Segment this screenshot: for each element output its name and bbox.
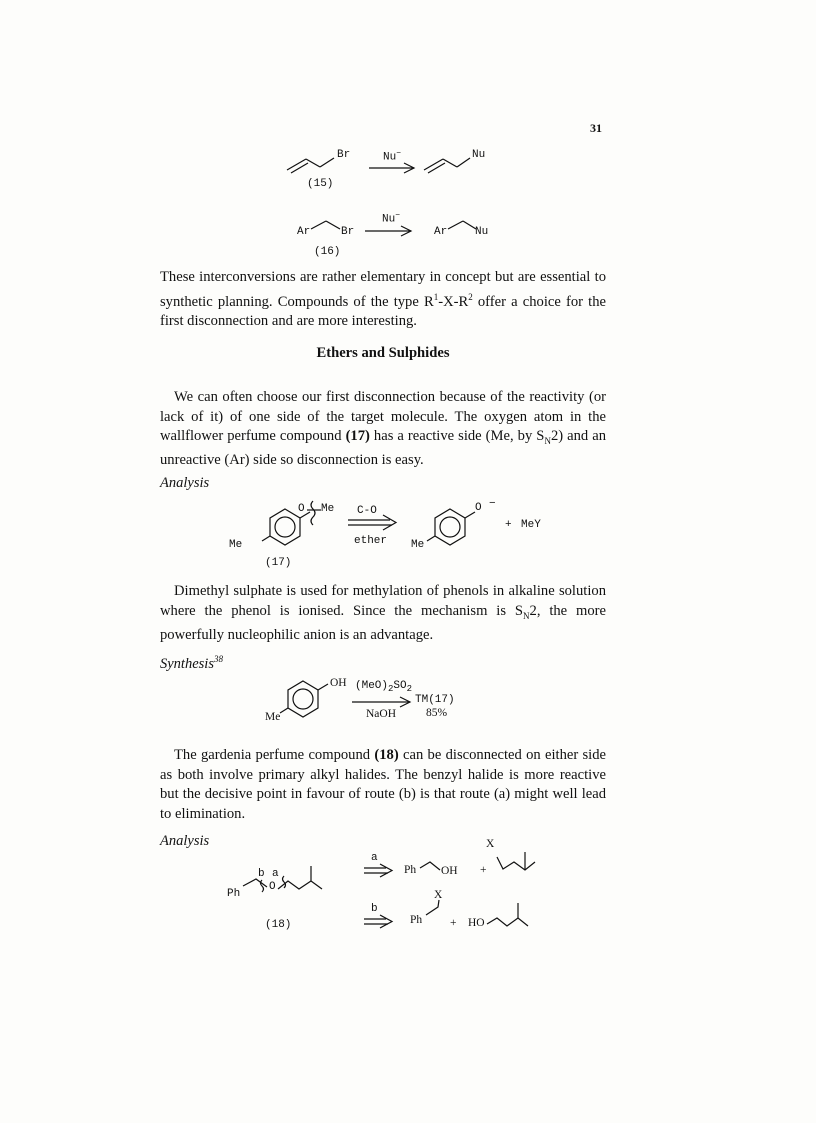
aryl-label: Ar — [434, 226, 448, 238]
route-a-label: a — [371, 852, 378, 864]
page-number: 31 — [590, 121, 602, 135]
anion-oxygen-label: O — [475, 502, 482, 514]
oxygen-label: O — [298, 503, 305, 515]
product-methyl-label: Me — [411, 539, 425, 551]
methyl-label: Me — [321, 503, 335, 515]
route-b-label: b — [371, 903, 378, 915]
hydroxyl-label: OH — [330, 677, 347, 689]
reagent-label: Nu− — [383, 149, 402, 164]
route-b-hydroxyl-label: HO — [468, 917, 485, 929]
section-heading: Ethers and Sulphides — [316, 345, 450, 361]
paragraph-dimethyl-sulphate: Dimethyl sulphate is used for methylation of phenols in alkaline solution where the phenol is ionised. Since the mechanism is $S_N2$, the more powerfully nucleophilic anion is an advantage. — [160, 583, 607, 643]
analysis-heading: Analysis — [160, 475, 210, 491]
route-a-halide-label: X — [486, 838, 495, 850]
paragraph-reactivity: We can often choose our first disconnection because of the reactivity (or lack of it) of one side of the target molecule. The oxygen atom in the wallflower perfume compound (17) has a reactive side (Me, by $S_N2$) and an unreactive (Ar) side so disconnection is easy. — [160, 389, 607, 469]
route-b-phenyl-label: Ph — [410, 914, 423, 926]
product-label: TM(17) — [415, 694, 455, 706]
paragraph-gardenia: The gardenia perfume compound (18) can be disconnected on either side as both involve primary alkyl halides. The benzyl halide is more reactive but the decisive point in favour of route (b) is that route (a) might well lead to elimination. — [160, 747, 607, 822]
yield-label: 85% — [426, 707, 448, 719]
disconnection-type-label: ether — [354, 535, 388, 547]
ring-methyl-label: Me — [265, 711, 281, 723]
reagent-label: MeY — [521, 519, 541, 531]
route-b-halide-label: X — [434, 889, 443, 901]
route-a-phenyl-label: Ph — [404, 864, 417, 876]
compound-label-17: (17) — [265, 557, 292, 569]
bond-a-label: a — [272, 868, 279, 880]
phenyl-label: Ph — [227, 888, 241, 900]
paragraph-interconversions: These interconversions are rather elementary in concept but are essential to synthetic planning. Compounds of the type $R^1-X-R^2$ offer a choice for the first disconnection and are more interesting. — [160, 269, 606, 329]
compound-label-18: (18) — [265, 919, 292, 931]
compound-label-15: (15) — [307, 178, 334, 190]
aryl-label: Ar — [297, 226, 311, 238]
route-a-plus-sign: + — [480, 864, 487, 876]
analysis-heading: Analysis — [160, 833, 210, 849]
bond-b-label: b — [258, 868, 265, 880]
nucleophile-label: Nu — [475, 226, 489, 238]
ring-methyl-label: Me — [229, 539, 243, 551]
oxygen-label: O — [269, 881, 276, 893]
reagent-label: $(MeO)_2SO_2$ — [355, 680, 413, 695]
route-a-hydroxyl-label: OH — [441, 865, 458, 877]
anion-charge-label: − — [489, 498, 496, 510]
reagent-label: Nu− — [382, 211, 401, 226]
plus-sign: + — [505, 519, 512, 531]
base-label: NaOH — [366, 708, 397, 720]
route-b-plus-sign: + — [450, 917, 457, 929]
bromide-label: Br — [341, 226, 355, 238]
nucleophile-label: Nu — [472, 149, 486, 161]
compound-label-16: (16) — [314, 246, 341, 258]
disconnection-label: C-O — [357, 505, 377, 517]
synthesis-heading: Synthesis$^{38}$ — [160, 654, 223, 672]
bromide-label: Br — [337, 149, 351, 161]
